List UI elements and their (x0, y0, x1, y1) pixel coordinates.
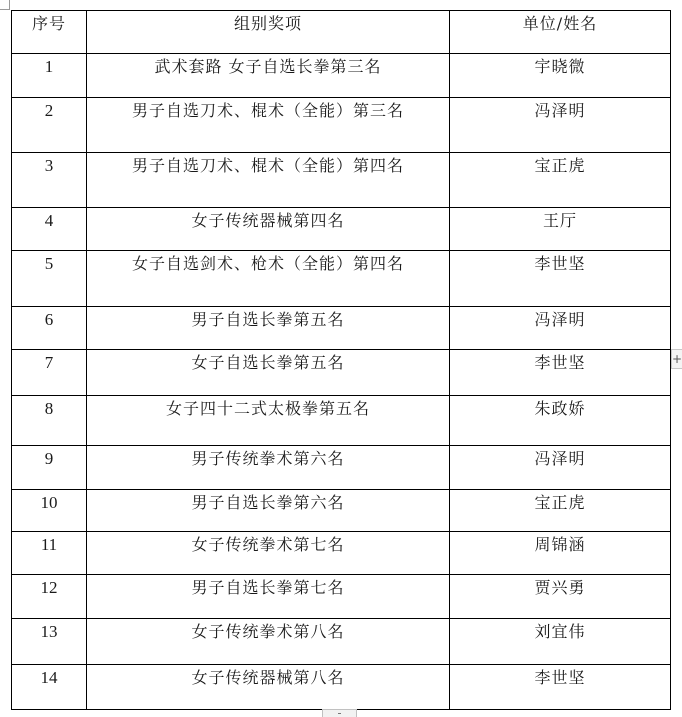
cell-award[interactable]: 女子传统拳术第八名 (87, 619, 450, 665)
cell-name[interactable]: 宝正虎 (450, 153, 671, 208)
cell-no[interactable]: 1 (12, 54, 87, 98)
cell-name[interactable]: 王厅 (450, 208, 671, 251)
table-row (12, 350, 671, 396)
cell-no[interactable]: 12 (12, 575, 87, 619)
table-row (12, 153, 671, 208)
cell-no[interactable]: 9 (12, 446, 87, 490)
cell-name[interactable]: 冯泽明 (450, 446, 671, 490)
cell-award[interactable]: 女子传统器械第四名 (87, 208, 450, 251)
cell-name[interactable]: 李世坚 (450, 665, 671, 710)
award-table (11, 10, 671, 710)
cell-award[interactable]: 女子传统拳术第七名 (87, 532, 450, 575)
cell-award[interactable]: 武术套路 女子自选长拳第三名 (87, 54, 450, 98)
cell-name[interactable]: 朱政娇 (450, 396, 671, 446)
header-name[interactable]: 单位/姓名 (450, 11, 671, 54)
table-row (12, 490, 671, 532)
cell-award[interactable]: 男子传统拳术第六名 (87, 446, 450, 490)
table-row (12, 396, 671, 446)
table-body (12, 11, 671, 710)
cell-award[interactable]: 男子自选刀术、棍术（全能）第四名 (87, 153, 450, 208)
cell-name[interactable]: 冯泽明 (450, 307, 671, 350)
cell-award[interactable]: 女子自选长拳第五名 (87, 350, 450, 396)
header-no[interactable]: 序号 (12, 11, 87, 54)
cell-name[interactable]: 李世坚 (450, 251, 671, 307)
cell-name[interactable]: 冯泽明 (450, 98, 671, 153)
table-row (12, 208, 671, 251)
table-resize-handle[interactable] (322, 709, 357, 717)
cell-name[interactable]: 贾兴勇 (450, 575, 671, 619)
cell-name[interactable]: 宝正虎 (450, 490, 671, 532)
cell-no[interactable]: 13 (12, 619, 87, 665)
table-row (12, 446, 671, 490)
cell-no[interactable]: 2 (12, 98, 87, 153)
cell-no[interactable]: 10 (12, 490, 87, 532)
cell-name[interactable]: 宇晓微 (450, 54, 671, 98)
table-row (12, 619, 671, 665)
cell-award[interactable]: 女子传统器械第八名 (87, 665, 450, 710)
cell-no[interactable]: 8 (12, 396, 87, 446)
header-award[interactable]: 组别奖项 (87, 11, 450, 54)
add-row-button[interactable]: + (671, 349, 682, 369)
grip-icon (338, 713, 341, 714)
cell-name[interactable]: 周锦涵 (450, 532, 671, 575)
cell-award[interactable]: 男子自选长拳第五名 (87, 307, 450, 350)
cell-award[interactable]: 女子自选剑术、枪术（全能）第四名 (87, 251, 450, 307)
cell-no[interactable]: 5 (12, 251, 87, 307)
cell-name[interactable]: 李世坚 (450, 350, 671, 396)
table-row (12, 98, 671, 153)
cell-name[interactable]: 刘宜伟 (450, 619, 671, 665)
table-move-handle[interactable] (0, 0, 10, 10)
table-row (12, 575, 671, 619)
cell-award[interactable]: 女子四十二式太极拳第五名 (87, 396, 450, 446)
cell-award[interactable]: 男子自选长拳第六名 (87, 490, 450, 532)
table-row (12, 307, 671, 350)
table-row (12, 665, 671, 710)
cell-no[interactable]: 7 (12, 350, 87, 396)
cell-no[interactable]: 6 (12, 307, 87, 350)
table-row (12, 54, 671, 98)
cell-no[interactable]: 11 (12, 532, 87, 575)
cell-no[interactable]: 3 (12, 153, 87, 208)
cell-no[interactable]: 14 (12, 665, 87, 710)
cell-no[interactable]: 4 (12, 208, 87, 251)
cell-award[interactable]: 男子自选长拳第七名 (87, 575, 450, 619)
table-row (12, 251, 671, 307)
cell-award[interactable]: 男子自选刀术、棍术（全能）第三名 (87, 98, 450, 153)
table-row (12, 532, 671, 575)
header-row (12, 11, 671, 54)
